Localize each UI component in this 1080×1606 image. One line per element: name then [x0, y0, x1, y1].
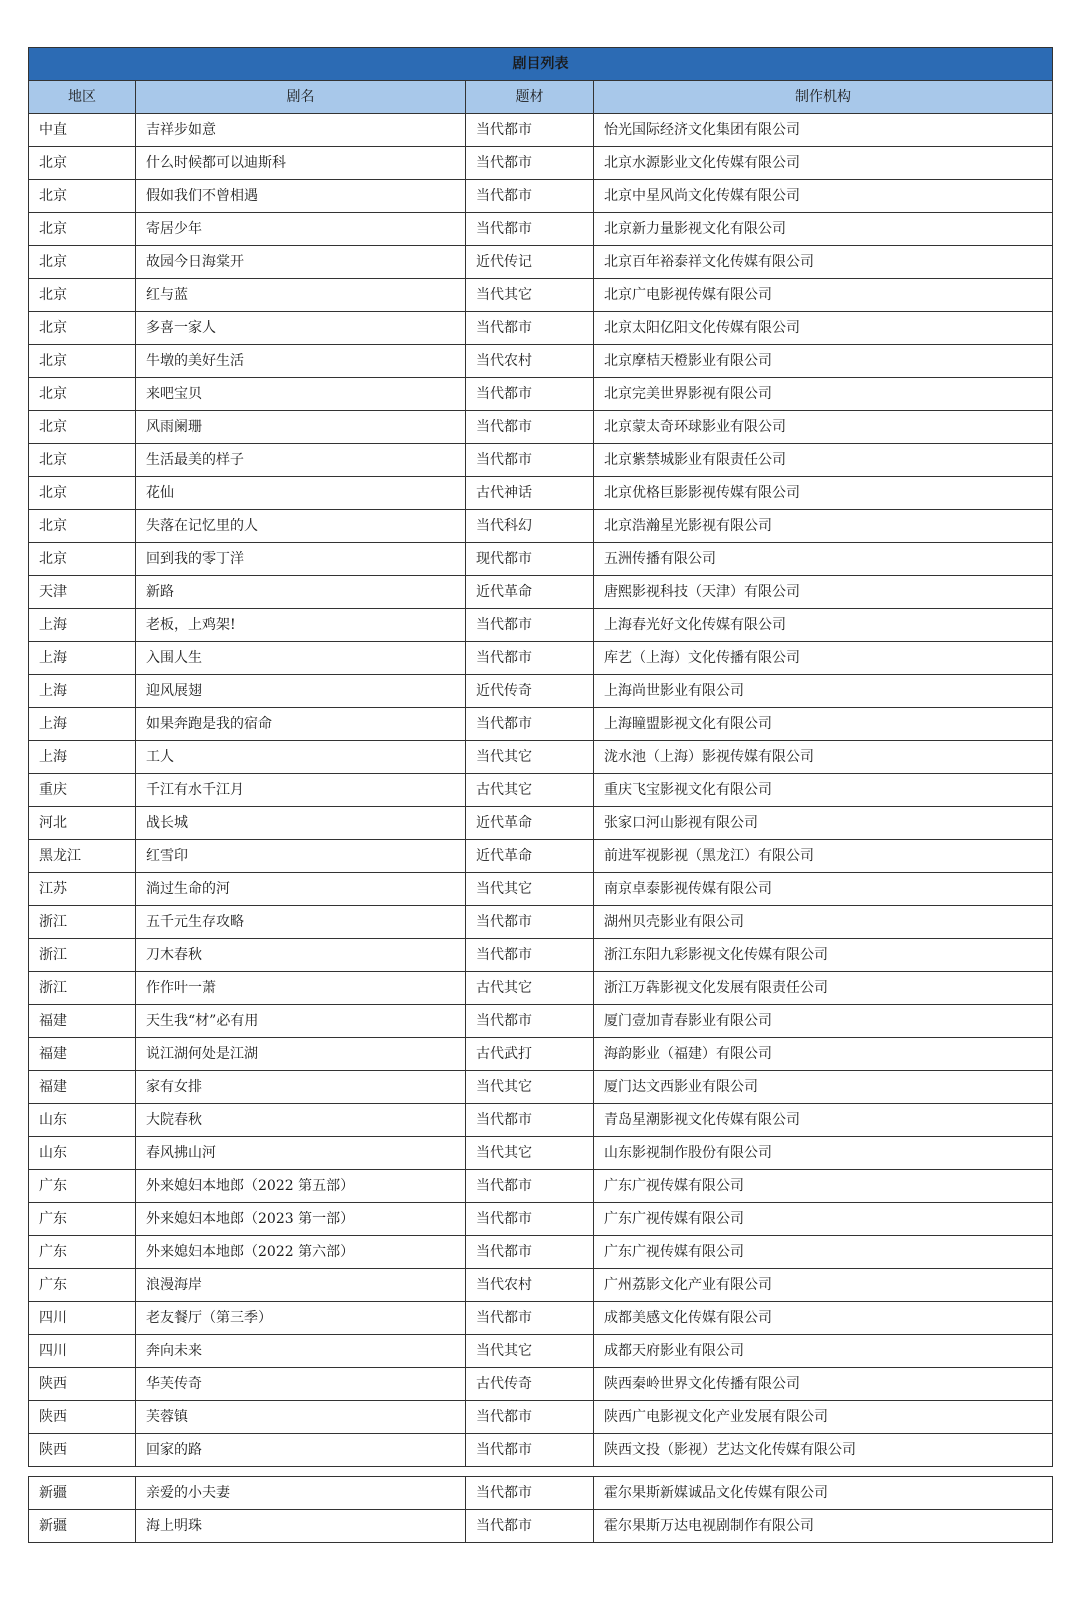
table-row [29, 1335, 1053, 1368]
cell-producer: 陕西文投（影视）艺达文化传媒有限公司 [594, 1434, 1053, 1467]
table-row [29, 840, 1053, 873]
cell-title: 外来媳妇本地郎（2023 第一部） [136, 1203, 466, 1236]
cell-genre: 当代都市 [466, 939, 594, 972]
cell-producer: 浙江东阳九彩影视文化传媒有限公司 [594, 939, 1053, 972]
cell-title: 回家的路 [136, 1434, 466, 1467]
cell-region: 北京 [29, 279, 136, 312]
table-row [29, 939, 1053, 972]
cell-genre: 当代其它 [466, 1071, 594, 1104]
table-row [29, 1104, 1053, 1137]
cell-title: 老板，上鸡架! [136, 609, 466, 642]
cell-genre: 现代都市 [466, 543, 594, 576]
cell-title: 春风拂山河 [136, 1137, 466, 1170]
cell-producer: 北京百年裕泰祥文化传媒有限公司 [594, 246, 1053, 279]
cell-producer: 海韵影业（福建）有限公司 [594, 1038, 1053, 1071]
cell-genre: 当代都市 [466, 213, 594, 246]
drama-list-table [28, 47, 1053, 1467]
cell-producer: 陕西广电影视文化产业发展有限公司 [594, 1401, 1053, 1434]
cell-producer: 山东影视制作股份有限公司 [594, 1137, 1053, 1170]
cell-title: 寄居少年 [136, 213, 466, 246]
table-row [29, 1434, 1053, 1467]
cell-producer: 五洲传播有限公司 [594, 543, 1053, 576]
cell-producer: 成都美感文化传媒有限公司 [594, 1302, 1053, 1335]
cell-title: 红与蓝 [136, 279, 466, 312]
table-row [29, 246, 1053, 279]
cell-genre: 当代都市 [466, 1434, 594, 1467]
cell-producer: 北京浩瀚星光影视有限公司 [594, 510, 1053, 543]
cell-genre: 当代都市 [466, 1302, 594, 1335]
cell-genre: 当代都市 [466, 1510, 594, 1543]
cell-region: 福建 [29, 1071, 136, 1104]
cell-producer: 库艺（上海）文化传播有限公司 [594, 642, 1053, 675]
cell-title: 老友餐厅（第三季） [136, 1302, 466, 1335]
cell-title: 来吧宝贝 [136, 378, 466, 411]
cell-genre: 当代都市 [466, 1203, 594, 1236]
header-title: 剧名 [136, 81, 466, 114]
table-row [29, 411, 1053, 444]
table-row [29, 114, 1053, 147]
cell-region: 广东 [29, 1170, 136, 1203]
cell-region: 陕西 [29, 1434, 136, 1467]
table-row [29, 312, 1053, 345]
table-row [29, 609, 1053, 642]
cell-genre: 当代都市 [466, 312, 594, 345]
cell-producer: 陕西秦岭世界文化传播有限公司 [594, 1368, 1053, 1401]
cell-title: 说江湖何处是江湖 [136, 1038, 466, 1071]
cell-producer: 青岛星潮影视文化传媒有限公司 [594, 1104, 1053, 1137]
cell-title: 什么时候都可以迪斯科 [136, 147, 466, 180]
cell-title: 家有女排 [136, 1071, 466, 1104]
cell-region: 北京 [29, 345, 136, 378]
table-row [29, 1477, 1053, 1510]
cell-region: 山东 [29, 1104, 136, 1137]
cell-genre: 古代神话 [466, 477, 594, 510]
table-row [29, 906, 1053, 939]
cell-genre: 当代其它 [466, 873, 594, 906]
cell-genre: 当代都市 [466, 1104, 594, 1137]
table-row [29, 774, 1053, 807]
cell-producer: 广州荔影文化产业有限公司 [594, 1269, 1053, 1302]
cell-region: 江苏 [29, 873, 136, 906]
table-row [29, 1302, 1053, 1335]
cell-title: 多喜一家人 [136, 312, 466, 345]
table-row [29, 510, 1053, 543]
table-row [29, 708, 1053, 741]
cell-title: 外来媳妇本地郎（2022 第五部） [136, 1170, 466, 1203]
cell-genre: 当代都市 [466, 642, 594, 675]
cell-genre: 古代其它 [466, 774, 594, 807]
cell-title: 新路 [136, 576, 466, 609]
cell-region: 陕西 [29, 1401, 136, 1434]
cell-title: 迎风展翅 [136, 675, 466, 708]
cell-producer: 重庆飞宝影视文化有限公司 [594, 774, 1053, 807]
cell-producer: 广东广视传媒有限公司 [594, 1236, 1053, 1269]
cell-genre: 当代都市 [466, 609, 594, 642]
cell-producer: 张家口河山影视有限公司 [594, 807, 1053, 840]
cell-title: 失落在记忆里的人 [136, 510, 466, 543]
drama-list-table-continued [28, 1476, 1053, 1543]
cell-region: 北京 [29, 312, 136, 345]
cell-title: 花仙 [136, 477, 466, 510]
table-row [29, 741, 1053, 774]
cell-region: 上海 [29, 675, 136, 708]
table-body-continued [29, 1477, 1053, 1543]
cell-region: 浙江 [29, 906, 136, 939]
table-row [29, 1071, 1053, 1104]
table-row [29, 543, 1053, 576]
table-row [29, 180, 1053, 213]
cell-producer: 浙江万犇影视文化发展有限责任公司 [594, 972, 1053, 1005]
cell-producer: 上海尚世影业有限公司 [594, 675, 1053, 708]
cell-region: 北京 [29, 246, 136, 279]
cell-genre: 当代都市 [466, 1170, 594, 1203]
cell-genre: 当代其它 [466, 1137, 594, 1170]
table-row [29, 1170, 1053, 1203]
cell-genre: 当代都市 [466, 708, 594, 741]
cell-title: 牛墩的美好生活 [136, 345, 466, 378]
cell-region: 广东 [29, 1236, 136, 1269]
cell-region: 福建 [29, 1038, 136, 1071]
table-row [29, 213, 1053, 246]
table-row [29, 873, 1053, 906]
cell-genre: 近代革命 [466, 576, 594, 609]
header-genre: 题材 [466, 81, 594, 114]
cell-title: 回到我的零丁洋 [136, 543, 466, 576]
cell-region: 上海 [29, 708, 136, 741]
header-region: 地区 [29, 81, 136, 114]
cell-title: 外来媳妇本地郎（2022 第六部） [136, 1236, 466, 1269]
cell-genre: 古代武打 [466, 1038, 594, 1071]
cell-region: 黑龙江 [29, 840, 136, 873]
cell-title: 刀木春秋 [136, 939, 466, 972]
cell-title: 海上明珠 [136, 1510, 466, 1543]
table-row [29, 1510, 1053, 1543]
cell-producer: 上海春光好文化传媒有限公司 [594, 609, 1053, 642]
cell-genre: 当代其它 [466, 1335, 594, 1368]
cell-producer: 成都天府影业有限公司 [594, 1335, 1053, 1368]
cell-title: 淌过生命的河 [136, 873, 466, 906]
cell-producer: 霍尔果斯万达电视剧制作有限公司 [594, 1510, 1053, 1543]
table-body [29, 114, 1053, 1467]
cell-region: 重庆 [29, 774, 136, 807]
cell-producer: 南京卓泰影视传媒有限公司 [594, 873, 1053, 906]
table-row [29, 1236, 1053, 1269]
cell-region: 北京 [29, 213, 136, 246]
table-row [29, 807, 1053, 840]
cell-genre: 当代科幻 [466, 510, 594, 543]
cell-title: 亲爱的小夫妻 [136, 1477, 466, 1510]
cell-region: 广东 [29, 1269, 136, 1302]
cell-region: 浙江 [29, 972, 136, 1005]
table-row [29, 378, 1053, 411]
cell-title: 千江有水千江月 [136, 774, 466, 807]
table-row [29, 147, 1053, 180]
cell-genre: 近代革命 [466, 840, 594, 873]
cell-producer: 北京广电影视传媒有限公司 [594, 279, 1053, 312]
cell-region: 上海 [29, 609, 136, 642]
cell-producer: 怡光国际经济文化集团有限公司 [594, 114, 1053, 147]
cell-title: 工人 [136, 741, 466, 774]
table-row [29, 1269, 1053, 1302]
table-row [29, 1401, 1053, 1434]
cell-title: 生活最美的样子 [136, 444, 466, 477]
table-row [29, 1368, 1053, 1401]
cell-producer: 广东广视传媒有限公司 [594, 1203, 1053, 1236]
cell-producer: 北京紫禁城影业有限责任公司 [594, 444, 1053, 477]
table-row [29, 576, 1053, 609]
cell-region: 河北 [29, 807, 136, 840]
cell-producer: 北京新力量影视文化有限公司 [594, 213, 1053, 246]
cell-producer: 北京蒙太奇环球影业有限公司 [594, 411, 1053, 444]
cell-title: 风雨阑珊 [136, 411, 466, 444]
cell-producer: 厦门达文西影业有限公司 [594, 1071, 1053, 1104]
cell-title: 浪漫海岸 [136, 1269, 466, 1302]
table-row [29, 477, 1053, 510]
cell-genre: 古代传奇 [466, 1368, 594, 1401]
cell-title: 芙蓉镇 [136, 1401, 466, 1434]
cell-title: 红雪印 [136, 840, 466, 873]
cell-producer: 北京完美世界影视有限公司 [594, 378, 1053, 411]
cell-region: 上海 [29, 642, 136, 675]
cell-genre: 古代其它 [466, 972, 594, 1005]
cell-genre: 当代都市 [466, 1005, 594, 1038]
cell-genre: 近代传记 [466, 246, 594, 279]
cell-region: 上海 [29, 741, 136, 774]
cell-genre: 当代都市 [466, 1477, 594, 1510]
cell-producer: 广东广视传媒有限公司 [594, 1170, 1053, 1203]
cell-region: 陕西 [29, 1368, 136, 1401]
cell-producer: 霍尔果斯新媒诚品文化传媒有限公司 [594, 1477, 1053, 1510]
cell-producer: 厦门壹加青春影业有限公司 [594, 1005, 1053, 1038]
cell-title: 华芙传奇 [136, 1368, 466, 1401]
cell-producer: 前进军视影视（黑龙江）有限公司 [594, 840, 1053, 873]
cell-title: 五千元生存攻略 [136, 906, 466, 939]
cell-genre: 当代农村 [466, 1269, 594, 1302]
cell-region: 天津 [29, 576, 136, 609]
cell-genre: 当代都市 [466, 147, 594, 180]
cell-genre: 近代传奇 [466, 675, 594, 708]
cell-genre: 当代都市 [466, 411, 594, 444]
table-header-row [29, 81, 1053, 114]
cell-region: 北京 [29, 543, 136, 576]
table-row [29, 1005, 1053, 1038]
cell-genre: 当代农村 [466, 345, 594, 378]
cell-region: 广东 [29, 1203, 136, 1236]
cell-producer: 湖州贝壳影业有限公司 [594, 906, 1053, 939]
table-row [29, 345, 1053, 378]
cell-title: 入围人生 [136, 642, 466, 675]
cell-region: 北京 [29, 477, 136, 510]
cell-region: 北京 [29, 180, 136, 213]
table-row [29, 444, 1053, 477]
table-row [29, 1137, 1053, 1170]
cell-producer: 北京中星风尚文化传媒有限公司 [594, 180, 1053, 213]
cell-region: 北京 [29, 510, 136, 543]
cell-producer: 北京优格巨影影视传媒有限公司 [594, 477, 1053, 510]
cell-genre: 当代都市 [466, 444, 594, 477]
cell-genre: 近代革命 [466, 807, 594, 840]
cell-region: 新疆 [29, 1510, 136, 1543]
cell-title: 战长城 [136, 807, 466, 840]
cell-region: 四川 [29, 1335, 136, 1368]
cell-genre: 当代其它 [466, 741, 594, 774]
cell-title: 如果奔跑是我的宿命 [136, 708, 466, 741]
cell-producer: 上海瞳盟影视文化有限公司 [594, 708, 1053, 741]
cell-genre: 当代都市 [466, 180, 594, 213]
cell-region: 山东 [29, 1137, 136, 1170]
table-row [29, 642, 1053, 675]
table-row [29, 675, 1053, 708]
cell-region: 浙江 [29, 939, 136, 972]
cell-region: 北京 [29, 411, 136, 444]
cell-producer: 北京摩桔天橙影业有限公司 [594, 345, 1053, 378]
table-row [29, 279, 1053, 312]
cell-genre: 当代都市 [466, 114, 594, 147]
header-producer: 制作机构 [594, 81, 1053, 114]
cell-title: 奔向未来 [136, 1335, 466, 1368]
cell-producer: 泷水池（上海）影视传媒有限公司 [594, 741, 1053, 774]
cell-producer: 北京水源影业文化传媒有限公司 [594, 147, 1053, 180]
cell-region: 北京 [29, 147, 136, 180]
cell-region: 北京 [29, 444, 136, 477]
cell-producer: 唐熙影视科技（天津）有限公司 [594, 576, 1053, 609]
cell-region: 北京 [29, 378, 136, 411]
cell-region: 新疆 [29, 1477, 136, 1510]
cell-title: 大院春秋 [136, 1104, 466, 1137]
cell-genre: 当代其它 [466, 279, 594, 312]
cell-genre: 当代都市 [466, 906, 594, 939]
table-title: 剧目列表 [29, 48, 1053, 81]
table-row [29, 1038, 1053, 1071]
table-row [29, 1203, 1053, 1236]
cell-genre: 当代都市 [466, 1401, 594, 1434]
cell-genre: 当代都市 [466, 1236, 594, 1269]
cell-producer: 北京太阳亿阳文化传媒有限公司 [594, 312, 1053, 345]
table-title-row [29, 48, 1053, 81]
cell-region: 中直 [29, 114, 136, 147]
cell-region: 福建 [29, 1005, 136, 1038]
cell-title: 吉祥步如意 [136, 114, 466, 147]
cell-title: 假如我们不曾相遇 [136, 180, 466, 213]
cell-region: 四川 [29, 1302, 136, 1335]
cell-title: 天生我“材”必有用 [136, 1005, 466, 1038]
table-row [29, 972, 1053, 1005]
cell-title: 作作叶一萧 [136, 972, 466, 1005]
cell-genre: 当代都市 [466, 378, 594, 411]
cell-title: 故园今日海棠开 [136, 246, 466, 279]
